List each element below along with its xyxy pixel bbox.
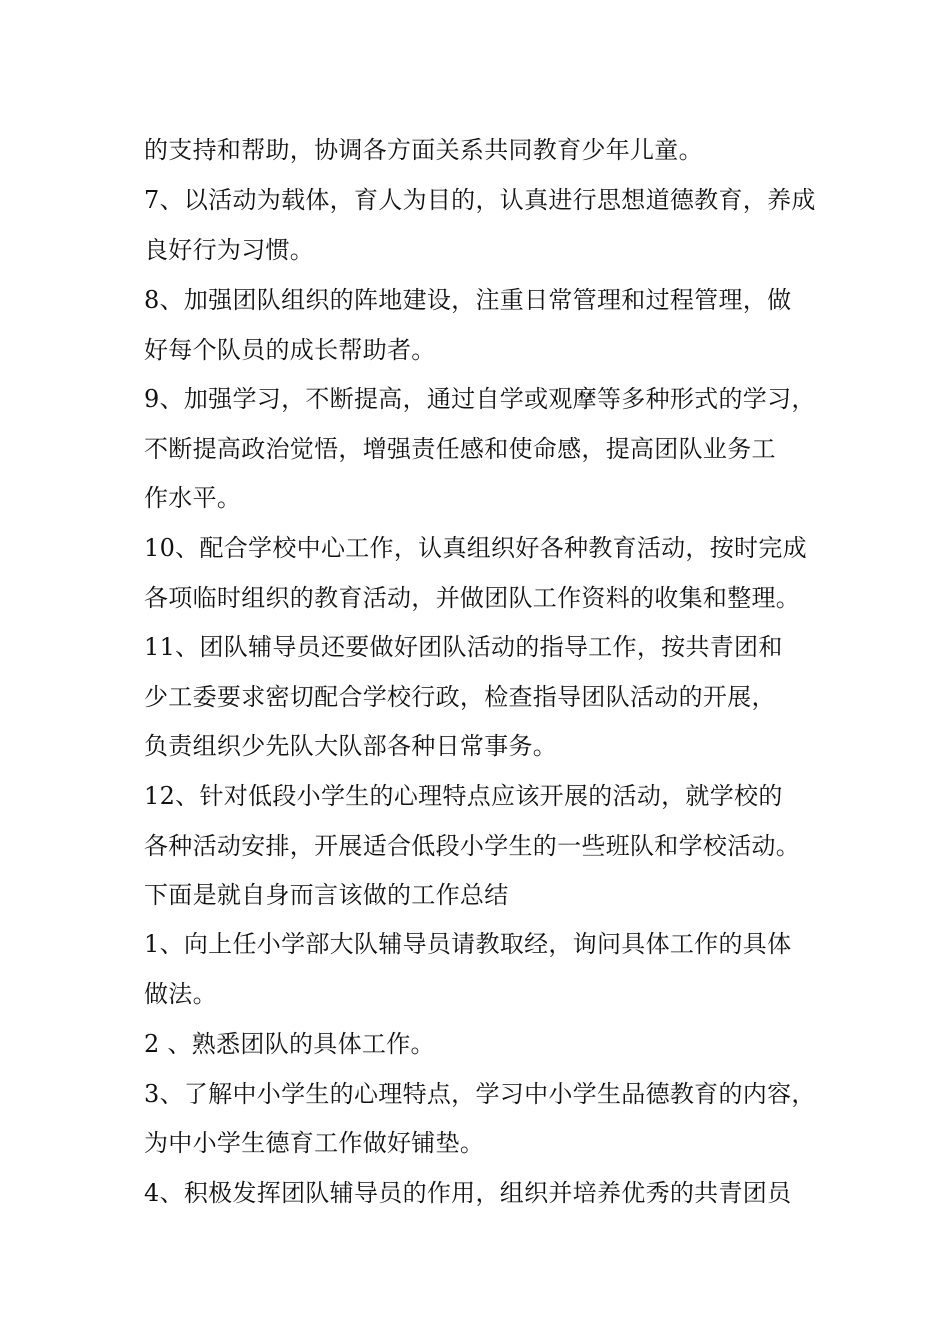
text-line: 9、加强学习，不断提高，通过自学或观摩等多种形式的学习， bbox=[144, 385, 816, 413]
text-line: 11、团队辅导员还要做好团队活动的指导工作，按共青团和 bbox=[144, 633, 783, 661]
text-line: 的支持和帮助，协调各方面关系共同教育少年儿童。 bbox=[144, 136, 703, 164]
text-line: 3、了解中小学生的心理特点，学习中小学生品德教育的内容， bbox=[144, 1080, 816, 1108]
text-line: 1、向上任小学部大队辅导员请教取经，询问具体工作的具体 bbox=[144, 930, 792, 958]
text-line: 2 、熟悉团队的具体工作。 bbox=[144, 1030, 435, 1058]
text-line: 良好行为习惯。 bbox=[144, 236, 315, 264]
text-line: 4、积极发挥团队辅导员的作用，组织并培养优秀的共青团员 bbox=[144, 1179, 792, 1207]
text-line: 少工委要求密切配合学校行政，检查指导团队活动的开展， bbox=[144, 683, 776, 711]
text-line: 负责组织少先队大队部各种日常事务。 bbox=[144, 732, 558, 760]
text-line: 不断提高政治觉悟，增强责任感和使命感，提高团队业务工 bbox=[144, 435, 776, 463]
text-line: 8、加强团队组织的阵地建设，注重日常管理和过程管理，做 bbox=[144, 286, 792, 314]
text-line: 10、配合学校中心工作，认真组织好各种教育活动，按时完成 bbox=[144, 534, 807, 562]
text-line: 作水平。 bbox=[144, 484, 242, 512]
text-line: 为中小学生德育工作做好铺垫。 bbox=[144, 1129, 485, 1157]
text-line: 下面是就自身而言该做的工作总结 bbox=[144, 881, 509, 909]
text-line: 各项临时组织的教育活动，并做团队工作资料的收集和整理。 bbox=[144, 584, 801, 612]
text-line: 好每个队员的成长帮助者。 bbox=[144, 336, 436, 364]
text-line: 做法。 bbox=[144, 980, 217, 1008]
text-line: 12、针对低段小学生的心理特点应该开展的活动，就学校的 bbox=[144, 782, 783, 810]
text-line: 7、以活动为载体，育人为目的，认真进行思想道德教育，养成 bbox=[144, 186, 816, 214]
text-line: 各种活动安排，开展适合低段小学生的一些班队和学校活动。 bbox=[144, 832, 801, 860]
